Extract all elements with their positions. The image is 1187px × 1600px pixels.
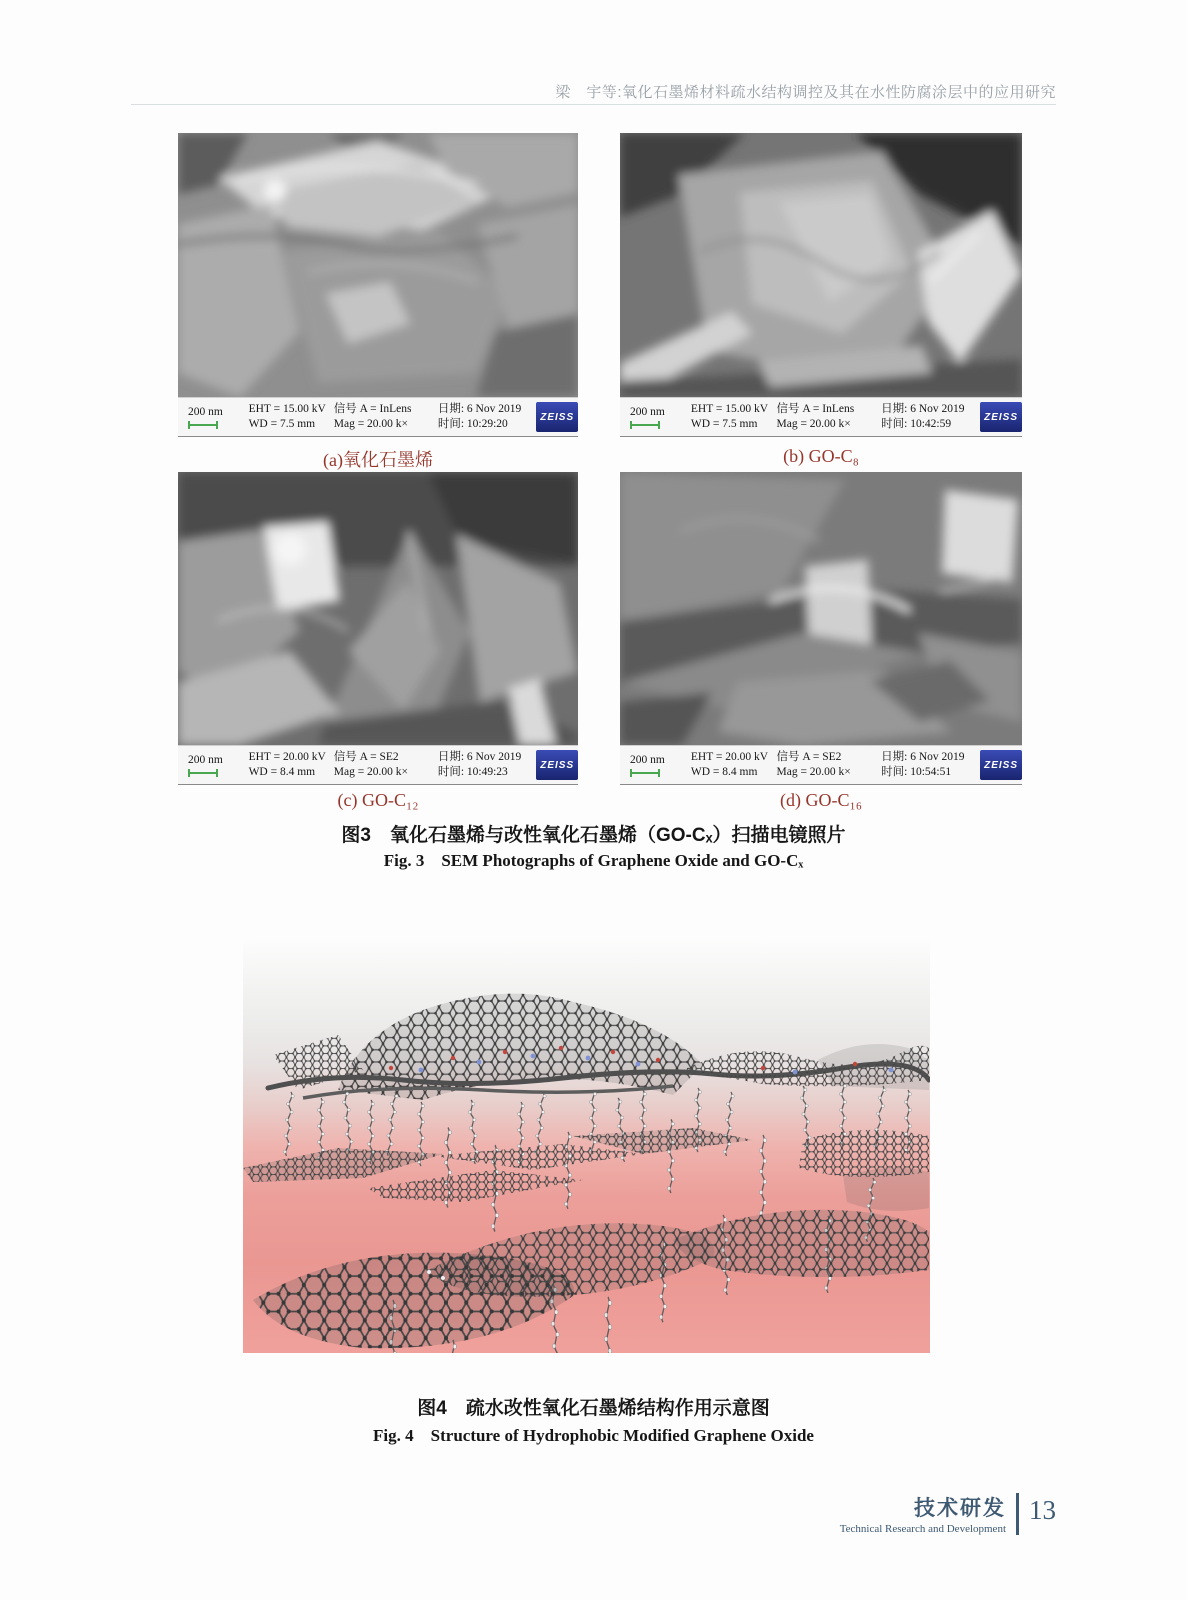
time-value: 时间: 10:49:23 bbox=[437, 766, 508, 778]
time-value: 时间: 10:54:51 bbox=[881, 766, 952, 778]
mag-value: Mag = 20.00 k× bbox=[333, 766, 409, 778]
figure4-illustration bbox=[243, 940, 930, 1353]
sem-metadata-bar-c bbox=[178, 745, 578, 785]
wd-value: WD = 7.5 mm bbox=[248, 418, 316, 430]
scale-bar-icon bbox=[188, 421, 218, 429]
sem-texture-d bbox=[620, 472, 1022, 745]
sem-texture-c bbox=[178, 472, 578, 745]
scale-label: 200 nm bbox=[630, 754, 665, 767]
scale-label: 200 nm bbox=[188, 754, 223, 767]
sem-metadata-bar-d bbox=[620, 745, 1022, 785]
graphene-sheets-middle bbox=[243, 1128, 929, 1211]
figure3-caption-en: Fig. 3 SEM Photographs of Graphene Oxide and GO-Cₓ bbox=[383, 851, 804, 870]
footer-section-en: Technical Research and Development bbox=[839, 1523, 1006, 1535]
mag-value: Mag = 20.00 k× bbox=[776, 418, 851, 430]
scale-bar-icon bbox=[630, 421, 660, 429]
figure4-molecular-render bbox=[243, 940, 930, 1353]
date-value: 日期: 6 Nov 2019 bbox=[881, 751, 965, 764]
scale-label: 200 nm bbox=[630, 406, 665, 419]
footer-divider bbox=[1016, 1493, 1019, 1535]
sem-metadata-bar-b bbox=[620, 397, 1022, 437]
sem-texture-b bbox=[620, 133, 1022, 397]
sem-panel-d bbox=[620, 472, 1022, 785]
date-value: 日期: 6 Nov 2019 bbox=[881, 403, 965, 416]
sem-panel-b bbox=[620, 133, 1022, 437]
signal-value: 信号 A = InLens bbox=[776, 403, 855, 416]
scale-label: 200 nm bbox=[188, 406, 223, 419]
mag-value: Mag = 20.00 k× bbox=[776, 766, 851, 778]
scale-bar-icon bbox=[188, 769, 218, 777]
caption-panel-c: (c) GO-C₁₂ bbox=[337, 790, 419, 810]
figure4-caption-en: Fig. 4 Structure of Hydrophobic Modified Graphene Oxide bbox=[373, 1426, 814, 1445]
sem-micrograph-d bbox=[620, 472, 1022, 745]
page-footer bbox=[131, 1492, 1056, 1535]
sem-panel-a bbox=[178, 133, 578, 437]
time-value: 时间: 10:29:20 bbox=[437, 418, 508, 430]
mag-value: Mag = 20.00 k× bbox=[333, 418, 409, 430]
figure3-caption-zh: 图3 氧化石墨烯与改性氧化石墨烯（GO-Cₓ）扫描电镜照片 bbox=[341, 825, 846, 846]
wd-value: WD = 8.4 mm bbox=[690, 766, 758, 778]
signal-value: 信号 A = SE2 bbox=[333, 751, 399, 764]
zeiss-logo: ZEISS bbox=[536, 750, 578, 780]
sem-texture-a bbox=[178, 133, 578, 397]
caption-panel-d: (d) GO-C₁₆ bbox=[779, 790, 863, 810]
sem-panel-c bbox=[178, 472, 578, 785]
eht-value: EHT = 15.00 kV bbox=[248, 403, 326, 416]
figure4-caption-zh: 图4 疏水改性氧化石墨烯结构作用示意图 bbox=[417, 1398, 770, 1419]
graphene-sheet-foreground bbox=[253, 1253, 574, 1353]
zeiss-logo: ZEISS bbox=[980, 750, 1022, 780]
date-value: 日期: 6 Nov 2019 bbox=[437, 751, 522, 764]
caption-panel-a: (a)氧化石墨烯 bbox=[323, 450, 433, 470]
header-rule bbox=[131, 104, 1056, 105]
wd-value: WD = 7.5 mm bbox=[690, 418, 758, 430]
wd-value: WD = 8.4 mm bbox=[248, 766, 316, 778]
scale-bar-icon bbox=[630, 769, 660, 777]
sem-micrograph-c bbox=[178, 472, 578, 745]
eht-value: EHT = 20.00 kV bbox=[248, 751, 326, 764]
sem-metadata-bar-a bbox=[178, 397, 578, 437]
date-value: 日期: 6 Nov 2019 bbox=[437, 403, 522, 416]
eht-value: EHT = 20.00 kV bbox=[690, 751, 769, 764]
zeiss-logo: ZEISS bbox=[980, 402, 1022, 432]
running-title: 梁 宇等:氧化石墨烯材料疏水结构调控及其在水性防腐涂层中的应用研究 bbox=[555, 84, 1056, 101]
time-value: 时间: 10:42:59 bbox=[881, 418, 952, 430]
signal-value: 信号 A = InLens bbox=[333, 403, 412, 416]
eht-value: EHT = 15.00 kV bbox=[690, 403, 769, 416]
sem-micrograph-a bbox=[178, 133, 578, 397]
zeiss-logo: ZEISS bbox=[536, 402, 578, 432]
footer-section-zh: 技术研发 bbox=[914, 1497, 1006, 1520]
caption-panel-b: (b) GO-C₈ bbox=[783, 446, 859, 466]
sem-micrograph-b bbox=[620, 133, 1022, 397]
page-number: 13 bbox=[1029, 1495, 1056, 1525]
signal-value: 信号 A = SE2 bbox=[776, 751, 842, 764]
